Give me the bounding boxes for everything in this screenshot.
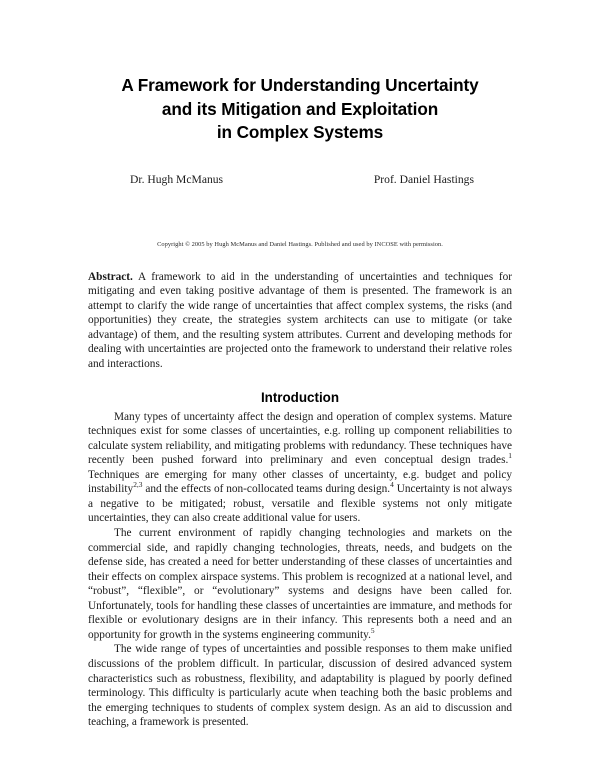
author-2: Prof. Daniel Hastings xyxy=(373,172,474,186)
intro-paragraph-2 xyxy=(88,526,512,642)
section-heading-introduction: Introduction xyxy=(260,389,340,405)
citation-ref-5: 5 xyxy=(370,626,375,636)
title-line-3: in Complex Systems xyxy=(216,122,384,142)
para1-part2: Techniques are emerging for many other classes of uncertainty, e.g. budget and policy instability xyxy=(88,468,512,496)
citation-ref-2-3: 2,3 xyxy=(133,480,143,490)
copyright-notice: Copyright © 2005 by Hugh McManus and Daniel Hastings. Published and used by INCOSE with permission. xyxy=(157,240,443,248)
citation-ref-1: 1 xyxy=(508,451,512,461)
para1-part1: Many types of uncertainty affect the design and operation of complex systems. Mature techniques exist for some classes of uncertainties, e.g. rolling up component reliabilities to calculate system reliability, and mitigating problems with redundancy. These techniques have recently been pushed forward into preliminary and even conceptual design trades. xyxy=(88,410,512,467)
intro-paragraph-3 xyxy=(88,642,512,729)
title-line-2: and its Mitigation and Exploitation xyxy=(161,98,439,119)
para1-part4: Uncertainty is not always a negative to be mitigated; robust, versatile and flexible systems not only mitigate uncertainties, they can also create additional value for users. xyxy=(88,483,512,525)
para3-part1: The wide range of types of uncertainties and possible responses to them make unified discussions of the problem difficult. In particular, discussion of desired advanced system characteristics such as robustness, flexibility, and adaptability is plagued by poorly defined terminology. This difficulty is particularly acute when teaching both the basic problems and the emerging techniques to students of complex system design. As an aid to discussion and teaching, a framework is presented. xyxy=(88,643,512,729)
intro-paragraph-1 xyxy=(88,410,512,526)
para1-part3: and the effects of non-collocated teams during design. xyxy=(142,483,391,496)
abstract-section xyxy=(88,270,512,372)
author-list xyxy=(88,173,512,186)
title-line-1: A Framework for Understanding Uncertainty xyxy=(121,75,479,95)
abstract-label: Abstract. xyxy=(88,270,133,283)
abstract-text: A framework to aid in the understanding of uncertainties and techniques for mitigating and even taking positive advantage of them is presented. The framework is an attempt to clarify the wide range of uncertainties that affect complex systems, the risks (and opportunities) they create, the strategies system architects can use to mitigate (or take advantage) of them, and the resulting system attributes. Current and developing methods for dealing with uncertainties are projected onto the framework to understand their relative roles and interactions. xyxy=(88,270,512,371)
author-1: Dr. Hugh McManus xyxy=(130,172,224,186)
paper-title xyxy=(88,0,512,145)
para2-part1: The current environment of rapidly changing technologies and markets on the commercial side, and rapidly changing technologies, threats, needs, and budgets on the defense side, has created a need for better understanding of these classes of uncertainties and their effects on complex airspace systems. This problem is recognized at a national level, and “robust”, “flexible”, or “evolutionary” systems and designs have been called for. Unfortunately, tools for handling these classes of uncertainties are immature, and methods for flexible or evolutionary designs are in their infancy. This represents both a need and an opportunity for growth in the systems engineering community. xyxy=(88,527,512,641)
citation-ref-4: 4 xyxy=(390,480,394,490)
